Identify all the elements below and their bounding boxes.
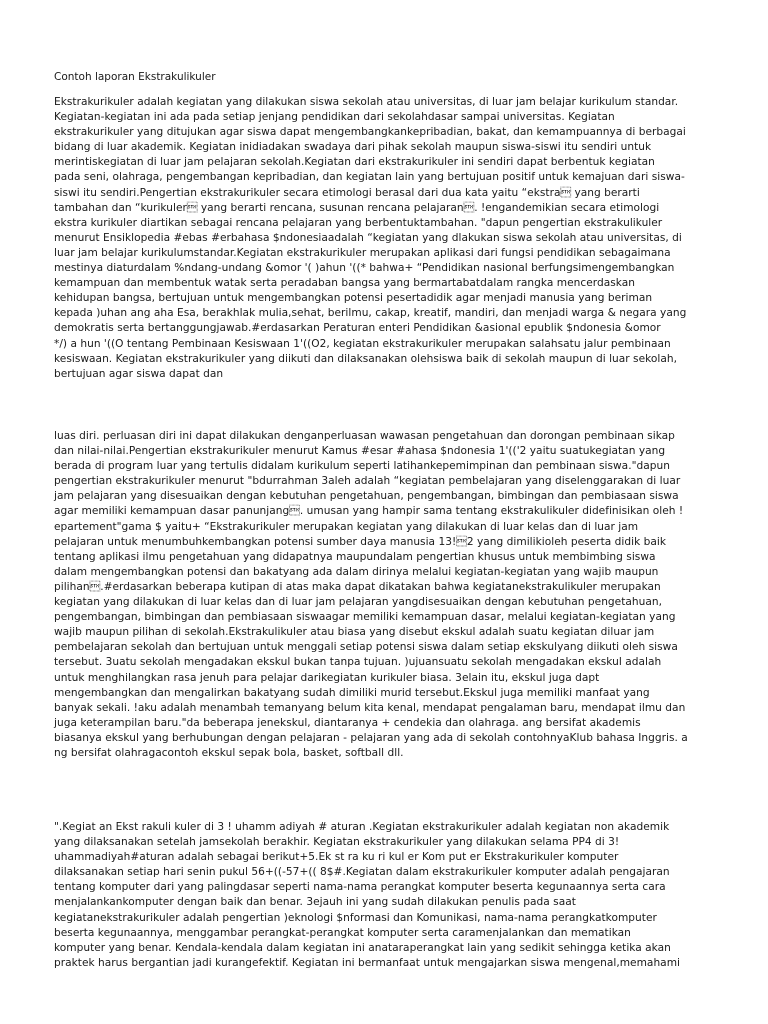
text-line: dalam mengembangkan potensi dan bakatyang ada dalam dirinya melalui kegiatan-kegiatan yang wajib maupun xyxy=(54,565,659,578)
text-line: Kegiatan-kegiatan ini ada pada setiap jenjang pendidikan dari sekolahdasar sampai universitas. Kegiatan xyxy=(54,111,615,124)
text-line: ng bersifat olahragacontoh ekskul sepak bola, basket, softball dll. xyxy=(54,746,404,759)
text-line: kesiswaan. Kegiatan ekstrakurikuler yang diikuti dan dilaksanakan olehsiswa baik di sekolah maupun di luar sekolah, xyxy=(54,352,678,365)
text-line: demokratis serta bertanggungjawab.#erdasarkan Peraturan enteri Pendidikan &asional epublik $ndonesia &omor xyxy=(54,322,661,335)
text-line: uhammadiyah#aturan adalah sebagai berikut+5.Ek st ra ku ri kul er Kom put er Ekstrakurikuler komputer xyxy=(54,851,619,864)
text-line: pada seni, olahraga, pengembangan kepribadian, dan kegiatan lain yang bertujuan positif untuk kemajuan dari siswa- xyxy=(54,171,685,184)
text-line: ekstrakurikuler yang ditujukan agar siswa dapat mengembangkankepribadian, bakat, dan kemampuannya di berbagai xyxy=(54,126,686,139)
text-line: tentang aplikasi ilmu pengetahuan yang didapatnya maupundalam pengertian khusus untuk membimbing siswa xyxy=(54,550,656,563)
text-line: luar jam belajar kurikulumstandar.Kegiatan ekstrakurikuler merupakan aplikasi dari fungsi pendidikan sebagaimana xyxy=(54,246,671,259)
text-line: pengembangan, bimbingan dan pembiasaan siswaagar memiliki kemampuan dasar, melalui kegiatan-kegiatan yang xyxy=(54,611,676,624)
text-line: tentang komputer dari yang palingdasar seperti nama-nama perangkat komputer beserta kegunaannya serta cara xyxy=(54,881,666,894)
text-line: merintiskegiatan di luar jam pelajaran sekolah.Kegiatan dari ekstrakurikuler ini sendiri dapat berbentuk kegiatan xyxy=(54,156,655,169)
text-line: jam pelajaran yang disesuaikan dengan kebutuhan pengetahuan, pengembangan, bimbingan dan pembiasaan siswa xyxy=(54,490,679,503)
text-line: kegiatanekstrakurikuler adalah pengertian )eknologi $nformasi dan Komunikasi, nama-nama perangkatkomputer xyxy=(54,911,657,924)
text-line: bidang di luar akademik. Kegiatan inidiadakan swadaya dari pihak sekolah maupun siswa-siswi itu sendiri untuk xyxy=(54,141,652,154)
text-line: beserta kegunaannya, menggambar perangkat-perangkat komputer serta caramenjalankan dan mematikan xyxy=(54,926,631,939)
document-title: Contoh laporan Ekstrakulikuler xyxy=(54,71,216,83)
text-line: untuk menghilangkan rasa jenuh para pelajar darikegiatan kurikuler biasa. 3elain itu, ekskul juga dapt xyxy=(54,671,600,684)
text-line: kegiatan yang dilakukan di luar kelas dan di luar jam pelajaran yangdisesuaikan dengan kebutuhan pengetahuan, xyxy=(54,596,662,609)
text-line: mestinya diaturdalam %ndang-undang &omor '( )ahun '((* bahwa+ “Pendidikan nasional berfungsimengembangkan xyxy=(54,262,675,275)
paragraph-2 xyxy=(54,429,726,761)
text-line: tersebut. 3uatu sekolah mengadakan ekskul bukan tanpa tujuan. )ujuansuatu sekolah mengadakan ekskul adalah xyxy=(54,656,662,669)
text-line: praktek harus bergantian jadi kurangefektif. Kegiatan ini bermanfaat untuk mengajarkan siswa mengenal,memahami xyxy=(54,956,680,969)
text-line: mengembangkan dan mengalirkan bakatyang sudah dimiliki murid tersebut.Ekskul juga memiliki manfaat yang xyxy=(54,686,650,699)
paragraph-1 xyxy=(54,95,726,382)
text-line: kehidupan bangsa, bertujuan untuk mengembangkan potensi pesertadidik agar menjadi manusia yang beriman xyxy=(54,292,653,305)
text-line: bertujuan agar siswa dapat dan xyxy=(54,367,224,380)
text-line: kemampuan dan membentuk watak serta peradaban bangsa yang bermartabatdalam rangka mencerdaskan xyxy=(54,277,635,290)
text-line: juga keterampilan baru."da beberapa jenekskul, diantaranya + cendekia dan olahraga. ang bersifat akademis xyxy=(54,716,641,729)
text-line: ".Kegiat an Ekst rakuli kuler di 3 ! uhamm adiyah # aturan .Kegiatan ekstrakurikuler adalah kegiatan non akademik xyxy=(54,821,670,833)
text-line: kepada )uhan ang aha Esa, berakhlak mulia,sehat, berilmu, cakap, kreatif, mandiri, dan menjadi warga & negara yang xyxy=(54,307,687,320)
text-line: menurut Ensiklopedia #ebas #erbahasa $ndonesiaadalah “kegiatan yang dlakukan siswa sekolah atau universitas, di xyxy=(54,231,682,244)
text-line: agar memiliki kemampuan dasar panunjang. umusan yang hampir sama tentang ekstrakulikuler didefinisikan oleh ! xyxy=(54,505,684,518)
text-line: siswi itu sendiri.Pengertian ekstrakurikuler secara etimologi berasal dari dua kata yaitu “ekstra yang berarti xyxy=(54,186,640,199)
text-line: banyak sekali. !aku adalah menambah temanyang belum kita kenal, mendapat pengalaman baru, mendapat ilmu dan xyxy=(54,701,686,714)
text-line: biasanya ekskul yang berhubungan dengan pelajaran - pelajaran yang ada di sekolah contohnyaKlub bahasa Inggris. a xyxy=(54,731,688,744)
text-line: epartement"gama $ yaitu+ “Ekstrakurikuler merupakan kegiatan yang dilakukan di luar kelas dan di luar jam xyxy=(54,520,639,533)
text-line: */) a hun '((O tentang Pembinaan Kesiswaan 1'((O2, kegiatan ekstrakurikuler merupakan salahsatu jalur pembinaan xyxy=(54,337,671,350)
text-line: tambahan dan “kurikuler yang berarti rencana, susunan rencana pelajaran. !engandemikian secara etimologi xyxy=(54,201,660,214)
text-line: luas diri. perluasan diri ini dapat dilakukan denganperluasan wawasan pengetahuan dan dorongan pembinaan sikap xyxy=(54,430,675,442)
text-line: wajib maupun pilihan di sekolah.Ekstrakulikuler atau biasa yang disebut ekskul adalah suatu kegiatan diluar jam xyxy=(54,626,655,639)
text-line: ekstra kurikuler diartikan sebagai rencana pelajaran yang berbentuktambahan. "dapun pengertian ekstrakulikuler xyxy=(54,216,663,229)
text-line: menjalankankomputer dengan baik dan benar. 3ejauh ini yang sudah dilakukan penulis pada saat xyxy=(54,896,576,909)
text-line: berada di program luar yang tertulis didalam kurikulum seperti latihankepemimpinan dan pembinaan siswa."dapun xyxy=(54,460,670,473)
text-line: pengertian ekstrakurikuler menurut "bdurrahman 3aleh adalah “kegiatan pembelajaran yang diselenggarakan di luar xyxy=(54,475,681,488)
text-line: dan nilai-nilai.Pengertian ekstrakurikuler menurut Kamus #esar #ahasa $ndonesia 1'(('2 yaitu suatukegiatan yang xyxy=(54,445,666,458)
text-line: dilaksanakan setiap hari senin pukul 56+((-57+(( 8$#.Kegiatan dalam ekstrakurikuler komputer adalah pengajaran xyxy=(54,866,670,879)
text-line: Ekstrakurikuler adalah kegiatan yang dilakukan siswa sekolah atau universitas, di luar jam belajar kurikulum standar. xyxy=(54,96,679,108)
text-line: komputer yang benar. Kendala-kendala dalam kegiatan ini anataraperangkat lain yang sedikit sehingga ketika akan xyxy=(54,941,671,954)
text-line: pelajaran untuk menumbuhkembangkan potensi sumber daya manusia 13!2 yang dimilikioleh peserta didik baik xyxy=(54,535,666,548)
text-line: pembelajaran sekolah dan bertujuan untuk menggali setiap potensi siswa dalam setiap ekskulyang diikuti oleh siswa xyxy=(54,641,678,654)
text-line: pilihan.#erdasarkan beberapa kutipan di atas maka dapat dikatakan bahwa kegiatanekstrakulikuler merupakan xyxy=(54,580,661,593)
text-line: yang dilaksanakan setelah jamsekolah berakhir. Kegiatan ekstrakurikuler yang dilakukan selama PP4 di 3! xyxy=(54,836,620,849)
paragraph-3 xyxy=(54,820,726,971)
